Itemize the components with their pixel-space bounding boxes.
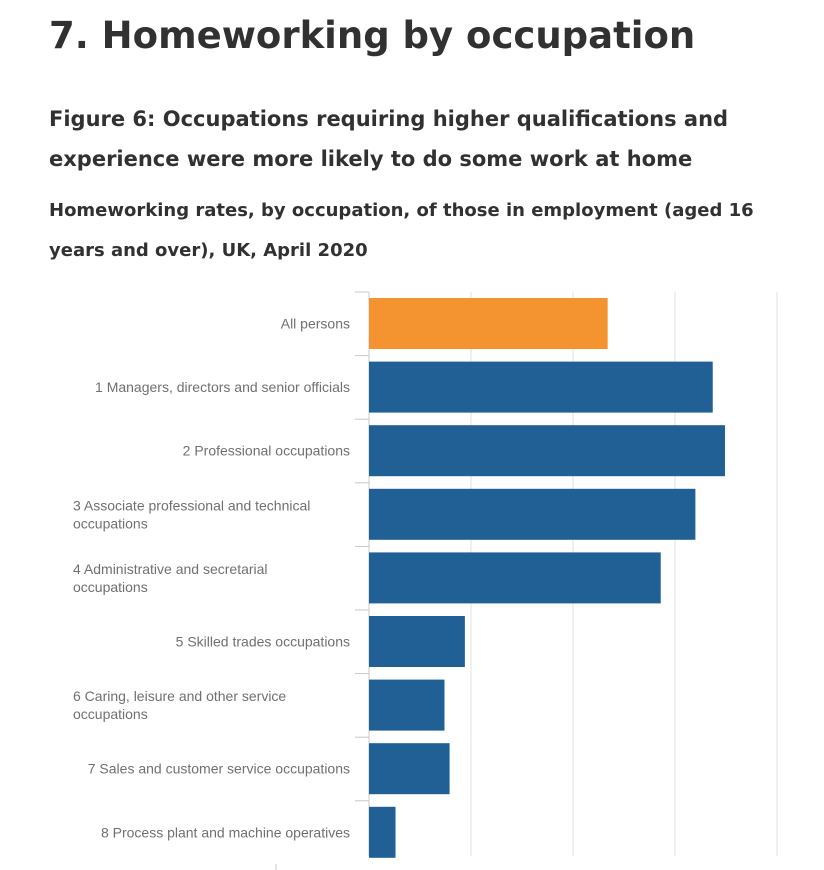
bar: [369, 425, 725, 476]
category-label: 7 Sales and customer service occupations: [87, 760, 350, 777]
category-label: occupations: [73, 706, 148, 723]
bar: [369, 680, 444, 731]
category-label: 5 Skilled trades occupations: [175, 633, 350, 650]
bar: [369, 489, 695, 540]
category-label: 2 Professional occupations: [182, 442, 350, 459]
bar: [369, 807, 396, 858]
figure-subtitle: Homeworking rates, by occupation, of those in employment (aged 16 years and over), UK, April 2020: [49, 200, 754, 261]
bar: [369, 552, 661, 603]
bar: [369, 362, 713, 413]
bar: [369, 743, 450, 794]
category-label: 4 Administrative and secretarial: [73, 560, 268, 577]
category-label: All persons: [280, 315, 350, 332]
section-heading: 7. Homeworking by occupation: [49, 14, 696, 57]
bar: [369, 298, 608, 349]
category-label: 1 Managers, directors and senior officials: [95, 379, 350, 396]
figure-title: Figure 6: Occupations requiring higher qualifications and experience were more likely to do some work at home: [49, 107, 729, 171]
category-label: 3 Associate professional and technical: [73, 497, 311, 514]
category-label: occupations: [73, 515, 148, 532]
category-label: occupations: [73, 578, 148, 595]
bar: [369, 616, 465, 667]
category-label: 6 Caring, leisure and other service: [73, 688, 287, 705]
category-label: 8 Process plant and machine operatives: [100, 824, 350, 841]
